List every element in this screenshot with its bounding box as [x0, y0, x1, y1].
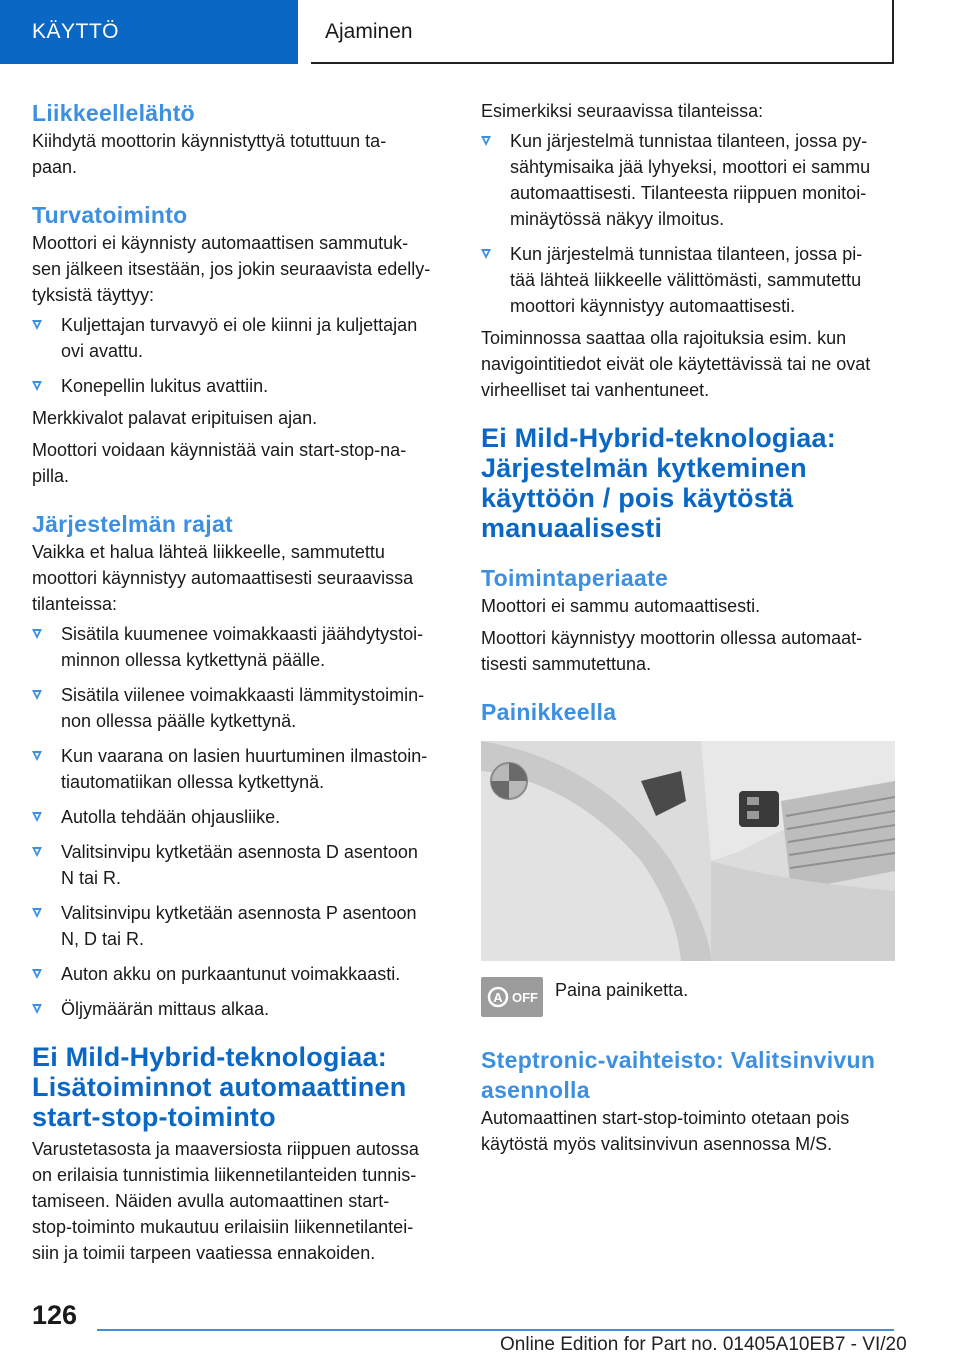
- list-item-text: Kun vaarana on lasien huurtuminen ilmastoin- tiautomatiikan ollessa kytkettynä.: [61, 746, 428, 792]
- list-item: [32, 682, 446, 734]
- section-tab: KÄYTTÖ: [0, 0, 298, 64]
- list-item-text: Valitsinvipu kytketään asennosta P asentoon N, D tai R.: [61, 903, 417, 949]
- bullet-triangle-icon: [32, 1004, 42, 1014]
- paragraph: Kiihdytä moottorin käynnistyttyä totuttuun ta- paan.: [32, 131, 387, 177]
- list-item-text: Sisätila viilenee voimakkaasti lämmitystoimin- non ollessa päälle kytkettynä.: [61, 685, 425, 731]
- list-item: [32, 621, 446, 673]
- bullet-list: [32, 312, 446, 399]
- heading-steptronic: Steptronic-vaihteisto: Valitsinvivun asennolla: [481, 1047, 876, 1103]
- list-item: [32, 373, 446, 399]
- list-item: [32, 961, 446, 987]
- paragraph: Moottori voidaan käynnistää vain start-stop-na- pilla.: [32, 440, 407, 486]
- heading-turvatoiminto: Turvatoiminto: [32, 202, 188, 228]
- list-item: [481, 128, 895, 232]
- page-number: 126: [32, 1300, 78, 1330]
- list-item-text: Auton akku on purkaantunut voimakkaasti.: [61, 964, 401, 984]
- bullet-triangle-icon: [481, 249, 491, 259]
- bullet-triangle-icon: [32, 812, 42, 822]
- right-column: [481, 98, 895, 1157]
- paragraph: Automaattinen start-stop-toiminto otetaan pois käytöstä myös valitsinvivun asennossa M/S.: [481, 1108, 850, 1154]
- bullet-triangle-icon: [481, 136, 491, 146]
- paragraph: Moottori ei käynnisty automaattisen sammutuk- sen jälkeen itsestään, jos jokin seuraavista edelly- tyksistä täyttyy:: [32, 233, 431, 305]
- svg-text:A: A: [493, 990, 503, 1005]
- list-item-text: Öljymäärän mittaus alkaa.: [61, 999, 270, 1019]
- list-item: [481, 241, 895, 319]
- bullet-triangle-icon: [32, 751, 42, 761]
- off-button-row: [481, 977, 895, 1017]
- off-label: OFF: [512, 990, 538, 1005]
- chapter-title: Ajaminen: [311, 0, 894, 64]
- list-item: [32, 900, 446, 952]
- list-item: [32, 996, 446, 1022]
- left-column: [32, 98, 446, 1266]
- list-item: [32, 839, 446, 891]
- list-item: [32, 804, 446, 830]
- paragraph: Merkkivalot palavat eripituisen ajan.: [32, 408, 318, 428]
- list-item: [32, 312, 446, 364]
- bullet-list: [481, 128, 895, 319]
- list-item-text: Kuljettajan turvavyö ei ole kiinni ja kuljettajan ovi avattu.: [61, 315, 418, 361]
- start-stop-off-button: [481, 977, 543, 1017]
- auto-start-stop-off-icon: [481, 977, 543, 1017]
- paragraph: Moottori ei sammu automaattisesti.: [481, 596, 761, 616]
- list-item-text: Konepellin lukitus avattiin.: [61, 376, 269, 396]
- heading-jarjestelman-rajat: Järjestelmän rajat: [32, 511, 234, 537]
- heading-toimintaperiaate: Toimintaperiaate: [481, 565, 669, 591]
- list-item-text: Autolla tehdään ohjausliike.: [61, 807, 281, 827]
- paragraph: Varustetasosta ja maaversiosta riippuen autossa on erilaisia tunnistimia liikennetilanteiden tunnis- tamiseen. Näiden avulla automaattinen start- stop-toiminto mukautuu erilaisiin liikennetilantei- siin ja toimii tarpeen vaatiessa ennakoiden.: [32, 1139, 419, 1263]
- heading-liikkeellelahto: Liikkeellelähtö: [32, 100, 196, 126]
- paragraph: Esimerkiksi seuraavissa tilanteissa:: [481, 101, 764, 121]
- bullet-triangle-icon: [32, 381, 42, 391]
- edition-note: Online Edition for Part no. 01405A10EB7 - VI/20: [500, 1334, 907, 1355]
- heading-kytkeminen: Ei Mild-Hybrid-teknologiaa: Järjestelmän kytkeminen käyttöön / pois käytöstä manuaalisesti: [481, 423, 836, 543]
- bullet-triangle-icon: [32, 969, 42, 979]
- paragraph: Moottori käynnistyy moottorin ollessa automaat- tisesti sammutettuna.: [481, 628, 863, 674]
- bullet-triangle-icon: [32, 847, 42, 857]
- list-item: [32, 743, 446, 795]
- paragraph: Vaikka et halua lähteä liikkeelle, sammutettu moottori käynnistyy automaattisesti seuraavissa tilanteissa:: [32, 542, 414, 614]
- button-caption: Paina painiketta.: [555, 980, 689, 1000]
- list-item-text: Kun järjestelmä tunnistaa tilanteen, jossa pi- tää lähteä liikkeelle välittömästi, sammutettu moottori käynnistyy automaattisesti.: [510, 244, 863, 316]
- bullet-triangle-icon: [32, 320, 42, 330]
- heading-painikkeella: Painikkeella: [481, 699, 617, 725]
- dashboard-photo: [481, 741, 895, 961]
- list-item-text: Sisätila kuumenee voimakkaasti jäähdytystoi- minnon ollessa kytkettynä päälle.: [61, 624, 424, 670]
- list-item-text: Kun järjestelmä tunnistaa tilanteen, jossa py- sähtymisaika jää lyhyeksi, moottori ei sammu automaattisesti. Tilanteesta riippuen monitoi- minäytössä näkyy ilmoitus.: [510, 131, 871, 229]
- paragraph: Toiminnossa saattaa olla rajoituksia esim. kun navigointitiedot eivät ole käytettävissä tai ne ovat virheelliset tai vanhentuneet.: [481, 328, 871, 400]
- bullet-triangle-icon: [32, 908, 42, 918]
- bullet-triangle-icon: [32, 690, 42, 700]
- list-item-text: Valitsinvipu kytketään asennosta D asentoon N tai R.: [61, 842, 418, 888]
- bullet-list: [32, 621, 446, 1022]
- footer-divider: [97, 1329, 894, 1331]
- bullet-triangle-icon: [32, 629, 42, 639]
- heading-lisatoiminnot: Ei Mild-Hybrid-teknologiaa: Lisätoiminnot automaattinen start-stop-toiminto: [32, 1042, 407, 1132]
- dashboard-illustration: [481, 741, 895, 961]
